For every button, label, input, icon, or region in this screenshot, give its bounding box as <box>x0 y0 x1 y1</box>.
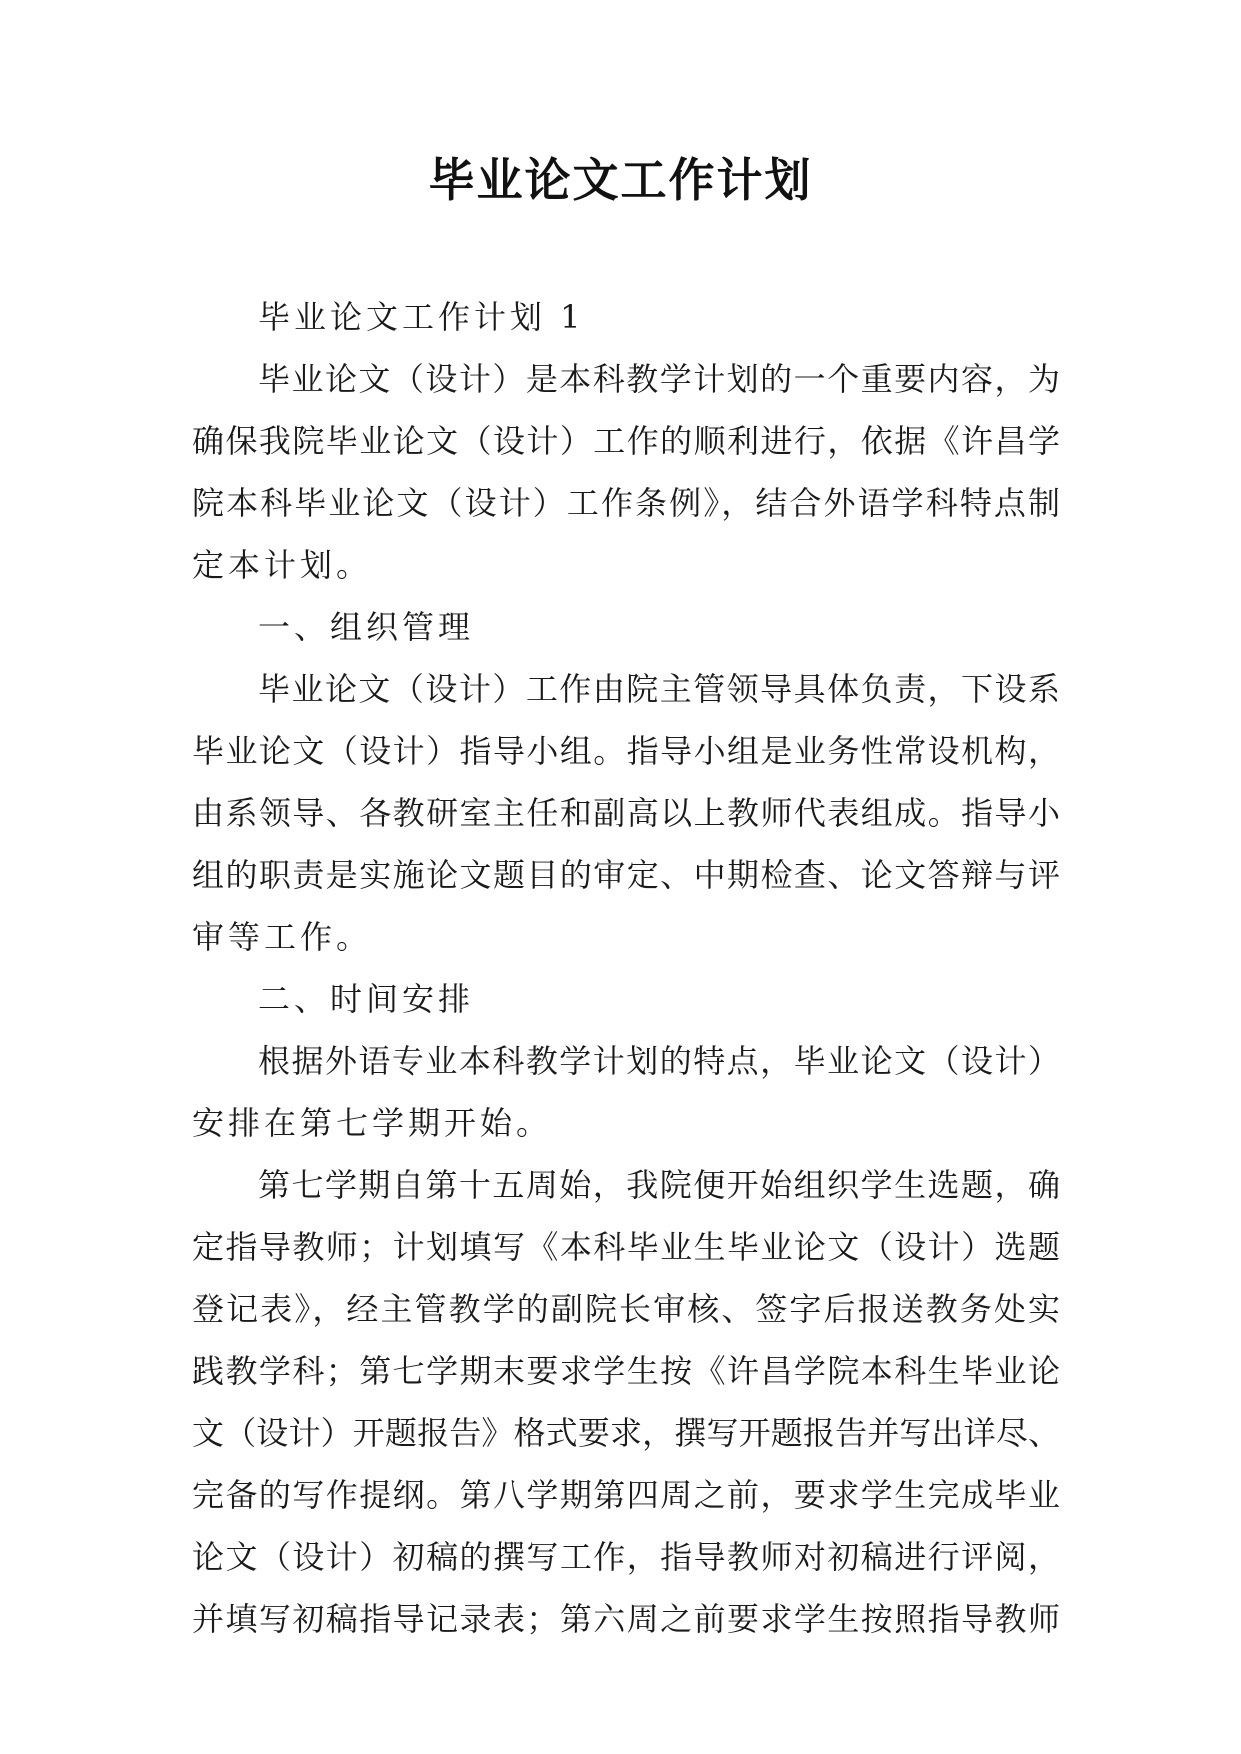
paragraph-line: 登记表》，经主管教学的副院长审核、签字后报送教务处实 <box>192 1290 1060 1328</box>
paragraph-line: 论文（设计）初稿的撰写工作，指导教师对初稿进行评阅， <box>192 1538 1060 1576</box>
section-heading: 一、组织管理 <box>258 608 475 646</box>
paragraph-line: 组的职责是实施论文题目的审定、中期检查、论文答辩与评 <box>192 856 1060 894</box>
paragraph-line: 定指导教师；计划填写《本科毕业生毕业论文（设计）选题 <box>192 1228 1060 1266</box>
paragraph-line: 审等工作。 <box>192 918 373 956</box>
paragraph-line: 根据外语专业本科教学计划的特点，毕业论文（设计） <box>258 1042 1060 1080</box>
paragraph-line: 完备的写作提纲。第八学期第四周之前，要求学生完成毕业 <box>192 1476 1060 1514</box>
paragraph-line: 确保我院毕业论文（设计）工作的顺利进行，依据《许昌学 <box>192 422 1060 460</box>
document-body <box>192 286 1060 1650</box>
paragraph-line: 第七学期自第十五周始，我院便开始组织学生选题，确 <box>258 1166 1060 1204</box>
paragraph-line: 安排在第七学期开始。 <box>192 1104 553 1142</box>
section-heading: 二、时间安排 <box>258 980 475 1018</box>
section-heading: 毕业论文工作计划 1 <box>258 298 585 336</box>
paragraph-line: 由系领导、各教研室主任和副高以上教师代表组成。指导小 <box>192 794 1060 832</box>
paragraph-line: 并填写初稿指导记录表；第六周之前要求学生按照指导教师 <box>192 1600 1060 1638</box>
paragraph-line: 毕业论文（设计）是本科教学计划的一个重要内容，为 <box>258 360 1060 398</box>
paragraph-line: 院本科毕业论文（设计）工作条例》，结合外语学科特点制 <box>192 484 1060 522</box>
paragraph-line: 定本计划。 <box>192 546 373 584</box>
paragraph-line: 践教学科；第七学期末要求学生按《许昌学院本科生毕业论 <box>192 1352 1060 1390</box>
document-title: 毕业论文工作计划 <box>428 153 813 207</box>
paragraph-line: 文（设计）开题报告》格式要求，撰写开题报告并写出详尽、 <box>192 1414 1060 1452</box>
paragraph-line: 毕业论文（设计）工作由院主管领导具体负责，下设系 <box>258 670 1060 708</box>
paragraph-line: 毕业论文（设计）指导小组。指导小组是业务性常设机构， <box>192 732 1060 770</box>
